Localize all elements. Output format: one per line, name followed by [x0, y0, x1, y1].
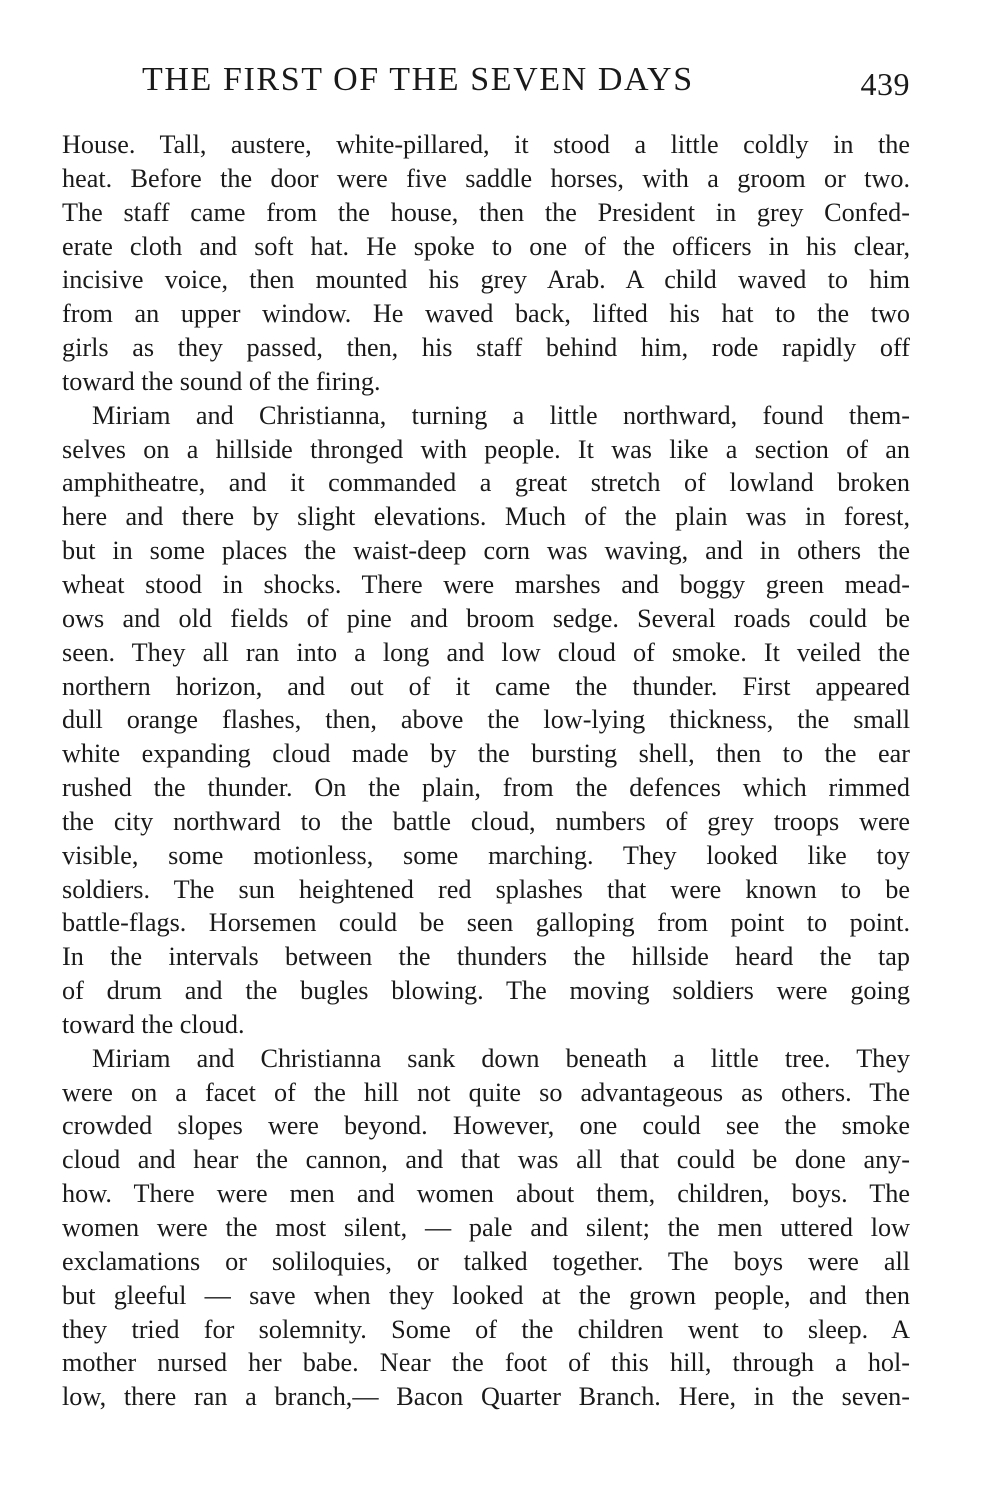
text-line: erate cloth and soft hat. He spoke to one of the officers in his clear, [62, 231, 910, 261]
text-line: rushed the thunder. On the plain, from the defences which rimmed [62, 773, 910, 803]
text-line: but gleeful — save when they looked at the grown people, and then [62, 1280, 910, 1310]
text-line: they tried for solemnity. Some of the children went to sleep. A [62, 1314, 910, 1344]
text-line: exclamations or soliloquies, or talked together. The boys were all [62, 1246, 910, 1276]
text-line: visible, some motionless, some marching. They looked like toy [62, 840, 910, 870]
text-line: how. There were men and women about them, children, boys. The [62, 1179, 910, 1209]
text-line: seen. They all ran into a long and low cloud of smoke. It veiled the [62, 637, 910, 667]
text-line: The staff came from the house, then the President in grey Confed- [62, 197, 910, 227]
text-line: here and there by slight elevations. Much of the plain was in forest, [62, 502, 910, 532]
text-line: incisive voice, then mounted his grey Arab. A child waved to him [62, 265, 910, 295]
text-line: white expanding cloud made by the bursting shell, then to the ear [62, 739, 910, 769]
text-line: toward the sound of the firing. [62, 366, 381, 396]
page-number: 439 [860, 66, 910, 102]
text-line: dull orange flashes, then, above the low-lying thickness, the small [62, 705, 910, 735]
text-line: the city northward to the battle cloud, numbers of grey troops were [62, 806, 910, 836]
text-line: were on a facet of the hill not quite so advantageous as others. The [62, 1077, 910, 1107]
text-line: low, there ran a branch,— Bacon Quarter Branch. Here, in the seven- [62, 1382, 910, 1412]
text-line: heat. Before the door were five saddle horses, with a groom or two. [62, 163, 910, 193]
text-line: selves on a hillside thronged with people. It was like a section of an [62, 434, 910, 464]
text-line: battle-flags. Horsemen could be seen galloping from point to point. [62, 908, 910, 938]
text-line: House. Tall, austere, white-pillared, it stood a little coldly in the [62, 130, 910, 159]
text-line: northern horizon, and out of it came the thunder. First appeared [62, 671, 910, 701]
text-line: soldiers. The sun heightened red splashes that were known to be [62, 874, 910, 904]
text-line: wheat stood in shocks. There were marshes and boggy green mead- [62, 569, 910, 599]
text-line: Miriam and Christianna, turning a little northward, found them- [92, 400, 910, 430]
text-line: women were the most silent, — pale and silent; the men uttered low [62, 1213, 910, 1242]
text-line: girls as they passed, then, his staff behind him, rode rapidly off [62, 333, 910, 363]
text-line: cloud and hear the cannon, and that was all that could be done any- [62, 1145, 910, 1175]
text-line: crowded slopes were beyond. However, one could see the smoke [62, 1111, 910, 1141]
text-line: from an upper window. He waved back, lifted his hat to the two [62, 299, 910, 329]
text-line: amphitheatre, and it commanded a great stretch of lowland broken [62, 468, 910, 498]
page-header [62, 56, 910, 106]
text-line: Miriam and Christianna sank down beneath a little tree. They [92, 1043, 910, 1073]
body-text [62, 128, 910, 1414]
text-line: ows and old fields of pine and broom sedge. Several roads could be [62, 603, 910, 633]
text-line: toward the cloud. [62, 1009, 245, 1039]
text-line: but in some places the waist-deep corn was waving, and in others the [62, 536, 910, 566]
text-line: In the intervals between the thunders the hillside heard the tap [62, 942, 910, 972]
text-line: mother nursed her babe. Near the foot of this hill, through a hol- [62, 1348, 910, 1378]
running-title: THE FIRST OF THE SEVEN DAYS [142, 61, 694, 98]
text-line: of drum and the bugles blowing. The moving soldiers were going [62, 976, 910, 1006]
